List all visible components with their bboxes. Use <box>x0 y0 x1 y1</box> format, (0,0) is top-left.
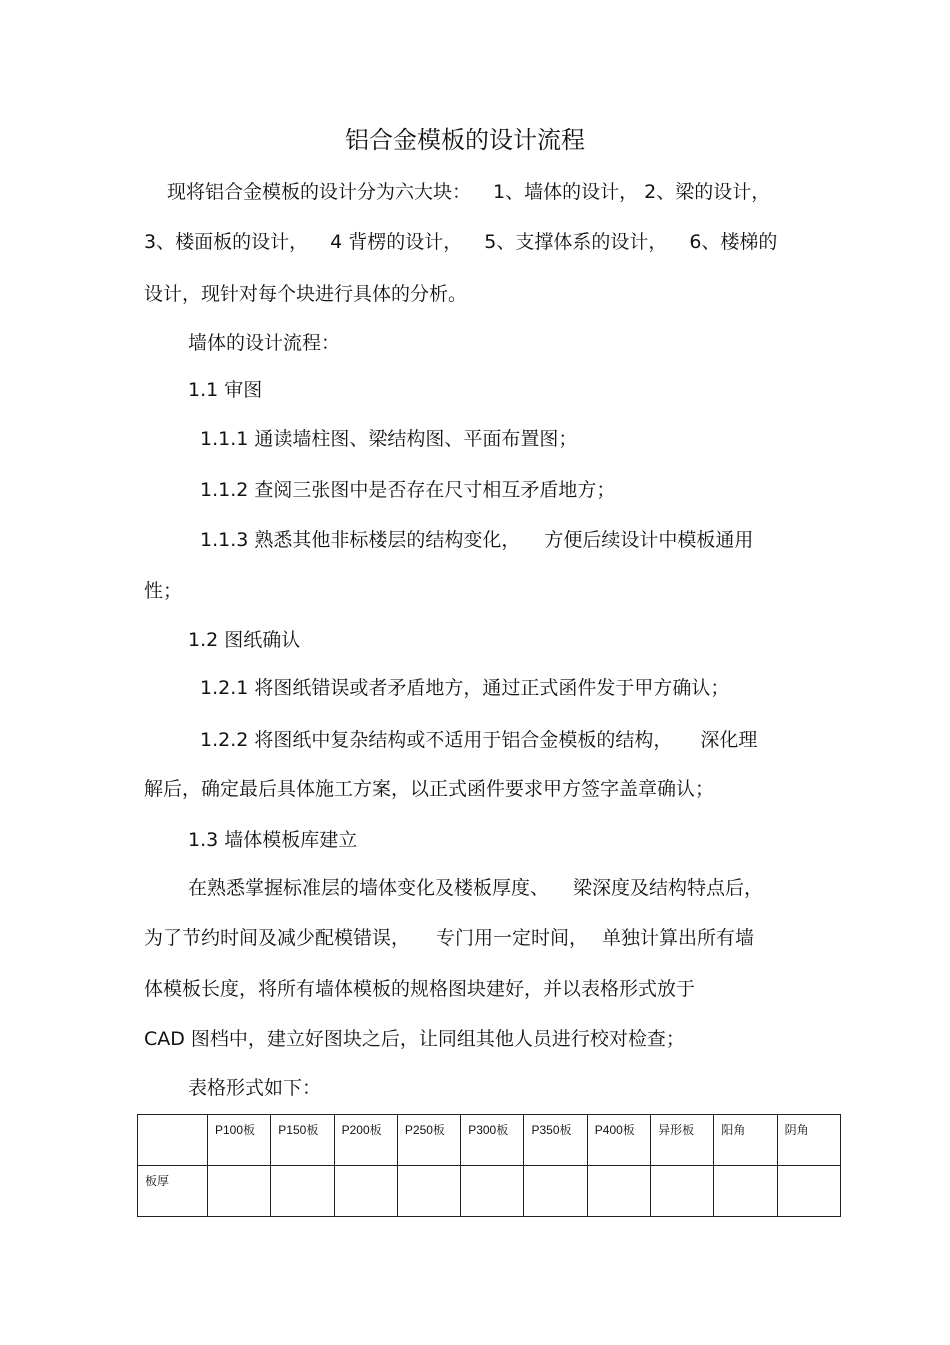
table-cell <box>714 1166 777 1217</box>
item-1-2-2 <box>200 725 757 755</box>
table-header-cell: P200板 <box>334 1115 397 1166</box>
table-header-cell: 阴角 <box>777 1115 840 1166</box>
table-header-cell: P100板 <box>208 1115 271 1166</box>
intro-item-3: 3、楼面板的设计， <box>144 231 309 253</box>
intro-item-4: 4 背楞的设计， <box>330 231 463 253</box>
intro-line-2 <box>144 227 777 257</box>
item-1-2-2-part-a: 1.2.2 将图纸中复杂结构或不适用于铝合金模板的结构， <box>200 729 673 751</box>
table-cell <box>587 1166 650 1217</box>
table-cell <box>208 1166 271 1217</box>
intro-item-5: 5、支撑体系的设计， <box>484 231 668 253</box>
paragraph-line-2-part-a: 为了节约时间及减少配模错误， <box>144 927 411 949</box>
table-cell <box>461 1166 524 1217</box>
table-header-cell: P250板 <box>397 1115 460 1166</box>
item-1-1-3-part-b: 方便后续设计中模板通用 <box>544 529 754 551</box>
table-header-cell: P400板 <box>587 1115 650 1166</box>
table-header-row <box>138 1115 841 1166</box>
table-header-cell: 阳角 <box>714 1115 777 1166</box>
paragraph-line-4: CAD 图档中，建立好图块之后，让同组其他人员进行校对检查； <box>144 1028 685 1050</box>
item-1-2-1: 1.2.1 将图纸错误或者矛盾地方，通过正式函件发于甲方确认； <box>200 677 730 699</box>
table-intro: 表格形式如下： <box>188 1077 322 1099</box>
paragraph-line-1 <box>188 873 763 903</box>
table-cell <box>651 1166 714 1217</box>
item-1-1-2: 1.1.2 查阅三张图中是否存在尺寸相互矛盾地方； <box>200 479 616 501</box>
intro-item-2: 2、梁的设计， <box>644 181 771 203</box>
item-1-2-2-continued: 解后，确定最后具体施工方案，以正式函件要求甲方签字盖章确认； <box>144 778 715 800</box>
table-header-cell: P350板 <box>524 1115 587 1166</box>
intro-item-6: 6、楼梯的 <box>689 231 778 253</box>
table-cell <box>777 1166 840 1217</box>
intro-line-1 <box>167 177 770 207</box>
wall-template-table <box>137 1114 841 1217</box>
item-1-1-3-continued: 性； <box>144 580 183 602</box>
page-title: 铝合金模板的设计流程 <box>345 126 585 154</box>
section-1-2-heading: 1.2 图纸确认 <box>188 629 301 651</box>
intro-line-3: 设计，现针对每个块进行具体的分析。 <box>144 283 468 305</box>
item-1-2-2-part-b: 深化理 <box>700 729 758 751</box>
table-row-label: 板厚 <box>138 1166 208 1217</box>
paragraph-line-1-part-b: 梁深度及结构特点后， <box>573 877 764 899</box>
wall-design-heading: 墙体的设计流程： <box>188 332 341 354</box>
intro-item-1: 1、墙体的设计， <box>493 181 639 203</box>
table-header-cell: P300板 <box>461 1115 524 1166</box>
table-header-cell: P150板 <box>271 1115 334 1166</box>
paragraph-line-2 <box>144 923 754 953</box>
paragraph-line-3: 体模板长度，将所有墙体模板的规格图块建好，并以表格形式放于 <box>144 978 696 1000</box>
table-cell <box>397 1166 460 1217</box>
section-1-1-heading: 1.1 审图 <box>188 379 263 401</box>
table-header-cell <box>138 1115 208 1166</box>
paragraph-line-2-part-b: 专门用一定时间， <box>436 927 589 949</box>
item-1-1-3-part-a: 1.1.3 熟悉其他非标楼层的结构变化， <box>200 529 521 551</box>
table-cell <box>334 1166 397 1217</box>
item-1-1-1: 1.1.1 通读墙柱图、梁结构图、平面布置图； <box>200 428 578 450</box>
table-cell <box>524 1166 587 1217</box>
table-header-cell: 异形板 <box>651 1115 714 1166</box>
item-1-1-3 <box>200 525 753 555</box>
paragraph-line-1-part-a: 在熟悉掌握标准层的墙体变化及楼板厚度、 <box>188 877 550 899</box>
intro-lead: 现将铝合金模板的设计分为六大块： <box>167 181 472 203</box>
section-1-3-heading: 1.3 墙体模板库建立 <box>188 829 358 851</box>
table-row <box>138 1166 841 1217</box>
table-cell <box>271 1166 334 1217</box>
paragraph-line-2-part-c: 单独计算出所有墙 <box>602 927 755 949</box>
